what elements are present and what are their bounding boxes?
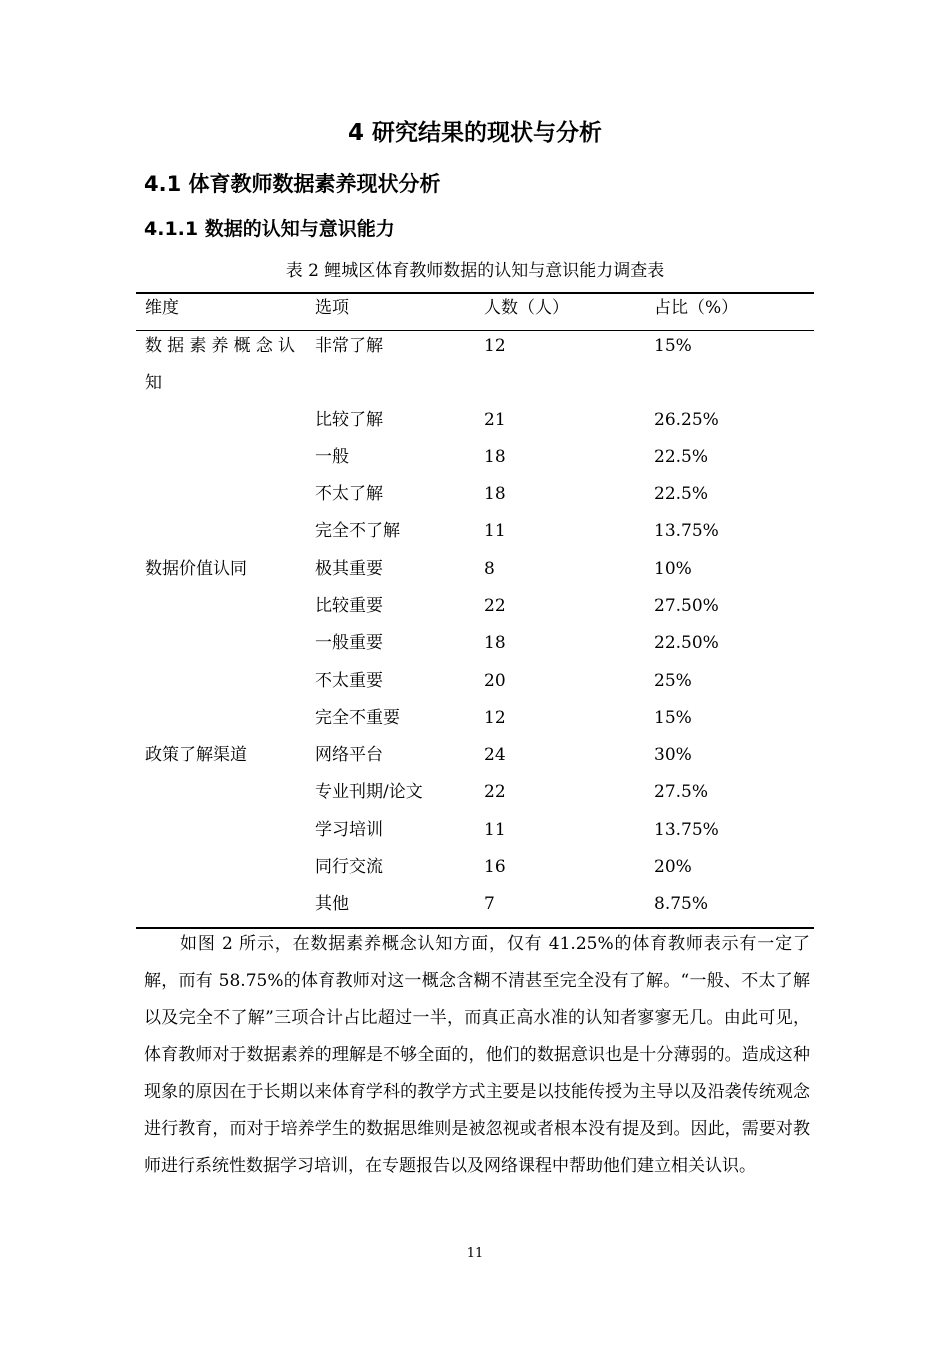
table-top-rule — [136, 292, 814, 294]
dimension-label: 数据素养概念认 — [145, 336, 297, 356]
option-cell: 不太了解 — [315, 484, 383, 504]
percent-cell: 15% — [654, 708, 692, 728]
dimension-cell — [145, 328, 297, 402]
count-cell: 18 — [484, 447, 506, 467]
analysis-paragraph: 如图 2 所示，在数据素养概念认知方面，仅有 41.25%的体育教师表示有一定了解，而有 58.75%的体育教师对这一概念含糊不清甚至完全没有了解。“一般、不太了解以及完全不了解”三项合计占比超过一半，而真正高水准的认知者寥寥无几。由此可见，体育教师对于数据素养的理解是不够全面的，他们的数据意识也是十分薄弱的。造成这种现象的原因在于长期以来体育学科的教学方式主要是以技能传授为主导以及沿袭传统观念进行教育，而对于培养学生的数据思维则是被忽视或者根本没有提及到。因此，需要对教师进行系统性数据学习培训，在专题报告以及网络课程中帮助他们建立相关认识。 — [144, 934, 810, 1176]
header-count: 人数（人） — [484, 298, 569, 318]
option-cell: 比较了解 — [315, 410, 383, 430]
option-cell: 学习培训 — [315, 820, 383, 840]
percent-cell: 26.25% — [654, 410, 719, 430]
count-cell: 24 — [484, 745, 506, 765]
count-cell: 12 — [484, 708, 506, 728]
percent-cell: 22.5% — [654, 447, 709, 467]
percent-cell: 22.50% — [654, 633, 719, 653]
table-caption: 表 2 鲤城区体育教师数据的认知与意识能力调查表 — [285, 261, 665, 281]
option-cell: 非常了解 — [315, 336, 383, 356]
count-cell: 18 — [484, 633, 506, 653]
dimension-label: 数据价值认同 — [145, 559, 247, 579]
option-cell: 完全不了解 — [315, 521, 400, 541]
header-option: 选项 — [315, 298, 349, 318]
option-cell: 比较重要 — [315, 596, 383, 616]
percent-cell: 27.5% — [654, 782, 709, 802]
option-cell: 不太重要 — [315, 671, 383, 691]
count-cell: 12 — [484, 336, 506, 356]
option-cell: 完全不重要 — [315, 708, 400, 728]
count-cell: 22 — [484, 596, 506, 616]
count-cell: 11 — [484, 521, 506, 541]
percent-cell: 13.75% — [654, 820, 719, 840]
option-cell: 其他 — [315, 894, 349, 914]
option-cell: 专业刊期/论文 — [315, 782, 423, 802]
count-cell: 22 — [484, 782, 506, 802]
count-cell: 8 — [484, 559, 495, 579]
chapter-heading: 4 研究结果的现状与分析 — [347, 120, 602, 146]
count-cell: 20 — [484, 671, 506, 691]
section-heading: 4.1 体育教师数据素养现状分析 — [144, 172, 441, 196]
percent-cell: 20% — [654, 857, 692, 877]
option-cell: 一般重要 — [315, 633, 383, 653]
percent-cell: 30% — [654, 745, 692, 765]
percent-cell: 13.75% — [654, 521, 719, 541]
option-cell: 同行交流 — [315, 857, 383, 877]
option-cell: 极其重要 — [315, 559, 383, 579]
count-cell: 18 — [484, 484, 506, 504]
option-cell: 网络平台 — [315, 745, 383, 765]
count-cell: 16 — [484, 857, 506, 877]
page-number: 11 — [466, 1246, 484, 1261]
percent-cell: 25% — [654, 671, 692, 691]
percent-cell: 15% — [654, 336, 692, 356]
percent-cell: 27.50% — [654, 596, 719, 616]
percent-cell: 8.75% — [654, 894, 709, 914]
header-percent: 占比（%） — [654, 298, 739, 318]
dimension-label: 政策了解渠道 — [145, 745, 247, 765]
option-cell: 一般 — [315, 447, 349, 467]
subsection-heading: 4.1.1 数据的认知与意识能力 — [144, 218, 395, 240]
percent-cell: 10% — [654, 559, 692, 579]
count-cell: 21 — [484, 410, 506, 430]
count-cell: 11 — [484, 820, 506, 840]
percent-cell: 22.5% — [654, 484, 709, 504]
count-cell: 7 — [484, 894, 495, 914]
header-dimension: 维度 — [145, 298, 179, 318]
dimension-label-cont: 知 — [145, 373, 164, 393]
